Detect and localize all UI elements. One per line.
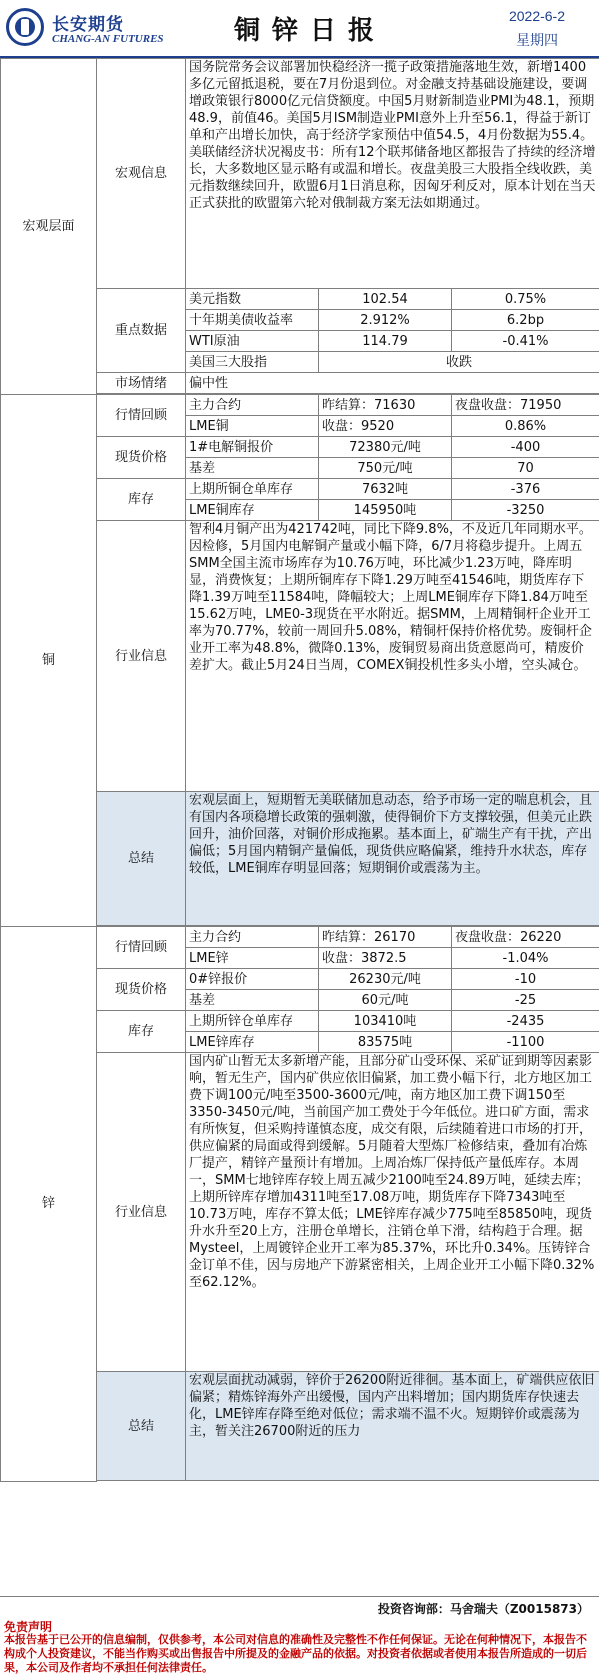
sentiment-value: 偏中性: [186, 373, 599, 394]
stock-row-c: -376: [452, 479, 599, 500]
review-row-a: LME锌: [186, 948, 319, 969]
stock-row-b: 145950吨: [319, 500, 452, 521]
key-row-value: 114.79: [319, 331, 452, 352]
key-row-change: 6.2bp: [452, 310, 599, 331]
stock-row-a: 上期所锌仓单库存: [186, 1011, 319, 1032]
macro-info-text: 国务院常务会议部署加快稳经济一揽子政策措施落地生效，新增1400多亿元留抵退税，要在7月份退到位。对金融支持基础设施建设，要调增政策银行8000亿元信贷额度。中国5月财新制造业PMI为48.1，预期48.9，前值46。美国5月ISM制造业PMI意外上升至56.1，得益于新订单和产出增长加快，高于经济学家预估中值54.5，4月份数据为55.4。美联储经济状况褐皮书：所有12个联邦储备地区都报告了持续的经济增长，大多数地区显示略有或温和增长。夜盘美股三大股指全线收跌，美元指数继续回升，欧盟6月1日消息称，因匈牙利反对，原本计划在当天正式获批的欧盟第六轮对俄制裁方案无法如期通过。: [186, 59, 599, 289]
copper-industry-text: 智利4月铜产出为421742吨，同比下降9.8%，不及近几年同期水平。因检修，5月国内电解铜产量或小幅下降，6/7月将稳步提升。上周五SMM全国主流市场库存为10.76万吨，环比减少1.23万吨，降库明显，消费恢复；上期所铜库存下降1.29万吨至41546吨，期货库存下降1.39万吨至11584吨，降幅较大；上周LME铜库存下降1.84万吨至15.62万吨，LME0-3现货在平水附近。据SMM，上周精铜杆企业开工率为70.77%，较前一周回升5.08%，精铜杆保持价格优势。废铜杆企业开工率为48.8%，微降0.13%，废铜贸易商出货意愿尚可，精废价差扩大。截止5月24日当周，COMEX铜投机性多头小增，空头减仓。: [186, 521, 599, 792]
review-row-c: 0.86%: [452, 416, 599, 437]
key-row-name: 十年期美债收益率: [186, 310, 319, 331]
zinc-industry-label: 行业信息: [97, 1053, 186, 1372]
spot-row-b: 60元/吨: [319, 990, 452, 1011]
copper-summary-label: 总结: [97, 792, 186, 926]
stock-row-a: 上期所铜仓单库存: [186, 479, 319, 500]
zinc-summary-label: 总结: [97, 1372, 186, 1481]
stock-row-c: -3250: [452, 500, 599, 521]
report-date: 2022-6-2: [482, 8, 592, 24]
stock-row-c: -1100: [452, 1032, 599, 1053]
review-row-c: 夜盘收盘：26220: [452, 927, 599, 948]
stock-row-b: 83575吨: [319, 1032, 452, 1053]
review-row-c: -1.04%: [452, 948, 599, 969]
spot-row-c: -400: [452, 437, 599, 458]
key-row-name: 美元指数: [186, 289, 319, 310]
report-title: 铜锌日报: [210, 10, 410, 47]
zinc-review-label: 行情回顾: [97, 927, 186, 969]
analyst-credit: 投资咨询部：马舍瑞夫（Z0015873）: [378, 1600, 589, 1617]
stock-row-a: LME锌库存: [186, 1032, 319, 1053]
review-row-a: 主力合约: [186, 927, 319, 948]
review-row-b: 昨结算：71630: [319, 395, 452, 416]
stock-row-b: 7632吨: [319, 479, 452, 500]
zinc-industry-text: 国内矿山暂无太多新增产能，且部分矿山受环保、采矿证到期等因素影响，暂无生产，国内矿供应依旧偏紧，加工费小幅下行，北方地区加工费下调100元/吨至3500-3600元/吨，南方地区加工费下调150至3350-3450元/吨，当前国产加工费处于今年低位。进口矿方面，需求有所恢复，但采购持谨慎态度，成交有限，后续随着进口市场的打开，供应偏紧的局面或得到缓解。5月随着大型炼厂检修结束，叠加有冶炼厂提产，精锌产量预计有增加。上周冶炼厂保持低产量低库存。本周一，SMM七地锌库存较上周五减少2100吨至24.89万吨，延续去库；上期所锌库存增加4311吨至17.08万吨，期货库存下降7343吨至10.73万吨，库存不算太低；LME锌库存减少775吨至85850吨，现货升水升至20上方，注册仓单增长，注销仓单下滑，结构趋于合理。据Mysteel，上周镀锌企业开工率为85.37%，环比升0.34%。压铸锌合金订单不佳，因与房地产下游紧密相关，上周企业开工小幅下降0.32%至62.12%。: [186, 1053, 599, 1372]
review-row-a: 主力合约: [186, 395, 319, 416]
review-row-b: 收盘：3872.5: [319, 948, 452, 969]
sentiment-label: 市场情绪: [97, 373, 186, 394]
zinc-summary-text: 宏观层面扰动减弱，锌价于26200附近徘徊。基本面上，矿端供应依旧偏紧；精炼锌海外产出缓慢，国内产出料增加；国内期货库存快速去化，LME锌库存降至绝对低位；需求端不温不火。短期锌价或震荡为主，暂关注26700附近的压力: [186, 1372, 599, 1481]
spot-row-a: 基差: [186, 990, 319, 1011]
key-row-name: WTI原油: [186, 331, 319, 352]
section-zinc: 锌: [1, 927, 97, 1482]
report-weekday: 星期四: [482, 30, 592, 50]
copper-spot-label: 现货价格: [97, 437, 186, 479]
key-row-value: 收跌: [319, 352, 599, 373]
stock-row-c: -2435: [452, 1011, 599, 1032]
copper-summary-text: 宏观层面上，短期暂无美联储加息动态，给予市场一定的喘息机会，且有国内各项稳增长政策的强刺激，使得铜价下方支撑较强，但美元止跌回升，油价回落，对铜价形成拖累。基本面上，矿端生产有干扰，产出偏低；5月国内精铜产量偏低，现货供应略偏紧，维持升水状态，库存较低，LME铜库存明显回落；短期铜价或震荡为主。: [186, 792, 599, 926]
macro-info-label: 宏观信息: [97, 59, 186, 289]
report-table: [0, 58, 599, 1482]
macro-key-label: 重点数据: [97, 289, 186, 373]
spot-row-a: 1#电解铜报价: [186, 437, 319, 458]
spot-row-c: -10: [452, 969, 599, 990]
copper-stock-label: 库存: [97, 479, 186, 521]
review-row-b: 昨结算：26170: [319, 927, 452, 948]
section-copper: 铜: [1, 395, 97, 927]
disclaimer-text: 本报告基于已公开的信息编制，仅供参考，本公司对信息的准确性及完整性不作任何保证。无论在何种情况下，本报告不构成个人投资建议，不能当作购买或出售报告中所提及的金融产品的依据。对投资者依据或者使用本报告所造成的一切后果，本公司及作者均不承担任何法律责任。: [4, 1633, 596, 1675]
stock-row-b: 103410吨: [319, 1011, 452, 1032]
footer-divider: [0, 1596, 599, 1597]
copper-industry-label: 行业信息: [97, 521, 186, 792]
zinc-spot-label: 现货价格: [97, 969, 186, 1011]
key-row-value: 2.912%: [319, 310, 452, 331]
spot-row-b: 750元/吨: [319, 458, 452, 479]
review-row-b: 收盘：9520: [319, 416, 452, 437]
spot-row-c: -25: [452, 990, 599, 1011]
spot-row-c: 70: [452, 458, 599, 479]
zinc-stock-label: 库存: [97, 1011, 186, 1053]
key-row-name: 美国三大股指: [186, 352, 319, 373]
report-header: [0, 0, 599, 56]
company-name-cn: 长安期货: [52, 10, 124, 35]
spot-row-a: 0#锌报价: [186, 969, 319, 990]
disclaimer-title: 免责声明: [4, 1618, 52, 1635]
spot-row-b: 72380元/吨: [319, 437, 452, 458]
key-row-value: 102.54: [319, 289, 452, 310]
key-row-change: 0.75%: [452, 289, 599, 310]
company-logo-icon: [6, 8, 44, 46]
copper-review-label: 行情回顾: [97, 395, 186, 437]
section-macro: 宏观层面: [1, 59, 97, 395]
spot-row-a: 基差: [186, 458, 319, 479]
spot-row-b: 26230元/吨: [319, 969, 452, 990]
company-name-en: CHANG-AN FUTURES: [52, 33, 164, 45]
key-row-change: -0.41%: [452, 331, 599, 352]
review-row-a: LME铜: [186, 416, 319, 437]
review-row-c: 夜盘收盘：71950: [452, 395, 599, 416]
stock-row-a: LME铜库存: [186, 500, 319, 521]
